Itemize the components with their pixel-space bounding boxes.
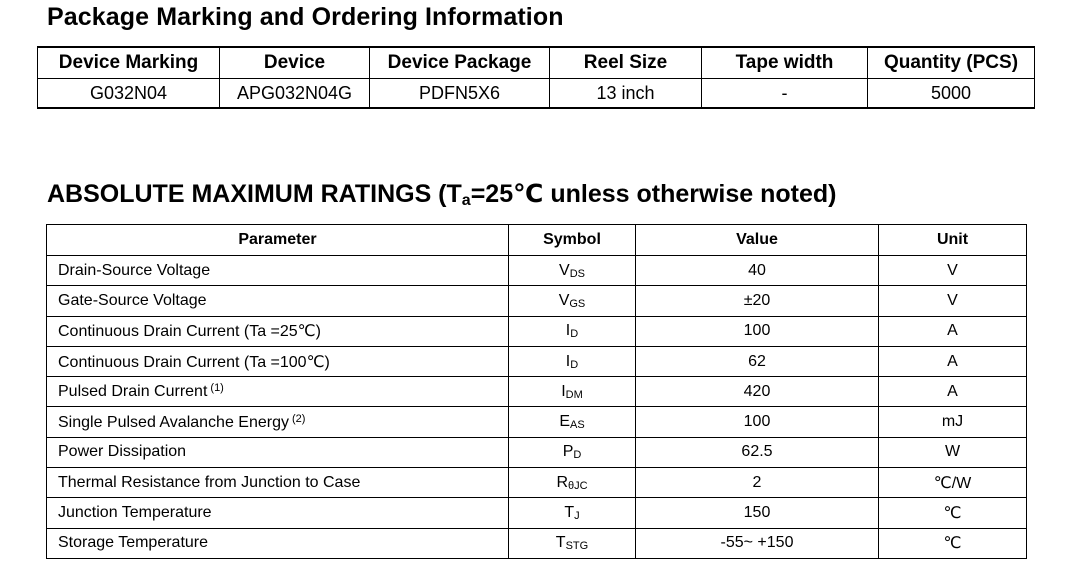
col-tape-width: Tape width <box>702 47 868 79</box>
col-device-marking: Device Marking <box>38 47 220 79</box>
cell-unit: A <box>879 346 1027 376</box>
symbol-main: I <box>561 382 566 400</box>
cell-value: -55~ +150 <box>636 528 879 558</box>
symbol-subscript: D <box>573 449 582 462</box>
cell-device: APG032N04G <box>220 79 370 109</box>
ratings-title-pre: ABSOLUTE MAXIMUM RATINGS (T <box>47 180 462 208</box>
symbol-main: I <box>565 322 571 340</box>
cell-symbol <box>509 256 636 286</box>
cell-symbol <box>509 498 636 528</box>
cell-symbol <box>509 407 636 437</box>
symbol-main: P <box>562 443 574 461</box>
cell-symbol <box>509 316 636 346</box>
cell-unit: ℃ <box>879 498 1027 528</box>
symbol-subscript: D <box>570 358 579 371</box>
cell-parameter <box>47 498 509 528</box>
cell-unit: mJ <box>879 407 1027 437</box>
cell-value: 100 <box>636 407 879 437</box>
cell-parameter <box>47 377 509 407</box>
symbol-subscript: AS <box>569 419 585 432</box>
footnote-ref: (1) <box>210 382 224 395</box>
cell-unit: A <box>879 316 1027 346</box>
cell-value: ±20 <box>636 286 879 316</box>
symbol-subscript: D <box>570 328 579 341</box>
ratings-row <box>47 256 1027 286</box>
cell-quantity: 5000 <box>868 79 1035 109</box>
ordering-title: Package Marking and Ordering Information <box>47 3 564 31</box>
cell-symbol <box>509 346 636 376</box>
parameter-text: Pulsed Drain Current <box>58 383 208 401</box>
cell-value: 62 <box>636 346 879 376</box>
cell-unit: A <box>879 377 1027 407</box>
symbol-subscript: J <box>574 510 580 523</box>
parameter-text: Drain-Source Voltage <box>58 261 211 279</box>
cell-device-package: PDFN5X6 <box>370 79 550 109</box>
cell-parameter <box>47 407 509 437</box>
col-parameter: Parameter <box>47 225 509 256</box>
parameter-text: Gate-Source Voltage <box>58 291 207 309</box>
col-value: Value <box>636 225 879 256</box>
cell-value: 150 <box>636 498 879 528</box>
ratings-title-post: =25℃ unless otherwise noted) <box>470 180 837 208</box>
symbol-main: I <box>565 352 571 370</box>
cell-unit: ℃/W <box>879 468 1027 498</box>
cell-parameter <box>47 437 509 467</box>
cell-unit: W <box>879 437 1027 467</box>
cell-reel-size: 13 inch <box>550 79 702 109</box>
symbol-main: V <box>559 261 570 279</box>
symbol-main: T <box>555 534 566 552</box>
ratings-row <box>47 316 1027 346</box>
symbol-subscript: GS <box>569 297 586 310</box>
cell-parameter <box>47 286 509 316</box>
cell-parameter <box>47 256 509 286</box>
cell-unit: V <box>879 256 1027 286</box>
symbol-main: E <box>559 413 570 431</box>
col-quantity: Quantity (PCS) <box>868 47 1035 79</box>
cell-symbol <box>509 528 636 558</box>
col-device: Device <box>220 47 370 79</box>
cell-symbol <box>509 437 636 467</box>
col-reel-size: Reel Size <box>550 47 702 79</box>
parameter-text: Storage Temperature <box>58 534 209 552</box>
cell-parameter <box>47 346 509 376</box>
ratings-row <box>47 407 1027 437</box>
symbol-subscript: DM <box>565 388 583 401</box>
parameter-text: Power Dissipation <box>58 443 187 461</box>
symbol-subscript: θJC <box>568 479 588 492</box>
cell-symbol <box>509 377 636 407</box>
ratings-row <box>47 468 1027 498</box>
col-device-package: Device Package <box>370 47 550 79</box>
ordering-table <box>37 46 1035 109</box>
ratings-row <box>47 437 1027 467</box>
symbol-main: T <box>564 504 575 522</box>
footnote-ref: (2) <box>291 412 306 425</box>
ratings-table <box>46 224 1027 559</box>
cell-value: 62.5 <box>636 437 879 467</box>
symbol-subscript: DS <box>569 267 585 280</box>
cell-value: 100 <box>636 316 879 346</box>
symbol-main: V <box>558 291 570 309</box>
parameter-text: Single Pulsed Avalanche Energy <box>58 413 289 431</box>
symbol-main: R <box>556 473 568 491</box>
cell-parameter <box>47 468 509 498</box>
parameter-text: Continuous Drain Current (Ta =100℃) <box>58 353 330 371</box>
cell-symbol <box>509 286 636 316</box>
symbol-subscript: STG <box>565 540 589 553</box>
ratings-row <box>47 498 1027 528</box>
parameter-text: Thermal Resistance from Junction to Case <box>58 473 361 491</box>
ratings-title <box>47 179 837 210</box>
cell-parameter <box>47 316 509 346</box>
parameter-text: Junction Temperature <box>58 504 212 522</box>
cell-device-marking: G032N04 <box>38 79 220 109</box>
col-symbol: Symbol <box>509 225 636 256</box>
ratings-row <box>47 286 1027 316</box>
cell-unit: V <box>879 286 1027 316</box>
ratings-row <box>47 528 1027 558</box>
parameter-text: Continuous Drain Current (Ta =25℃) <box>58 323 321 341</box>
cell-tape-width: - <box>702 79 868 109</box>
ordering-data-row <box>38 79 1035 109</box>
col-unit: Unit <box>879 225 1027 256</box>
cell-parameter <box>47 528 509 558</box>
ratings-header-row <box>47 225 1027 256</box>
cell-value: 420 <box>636 377 879 407</box>
cell-unit: ℃ <box>879 528 1027 558</box>
cell-symbol <box>509 468 636 498</box>
cell-value: 40 <box>636 256 879 286</box>
ordering-header-row <box>38 47 1035 79</box>
ratings-row <box>47 377 1027 407</box>
cell-value: 2 <box>636 468 879 498</box>
ratings-title-sub: a <box>461 192 471 209</box>
ratings-row <box>47 346 1027 376</box>
